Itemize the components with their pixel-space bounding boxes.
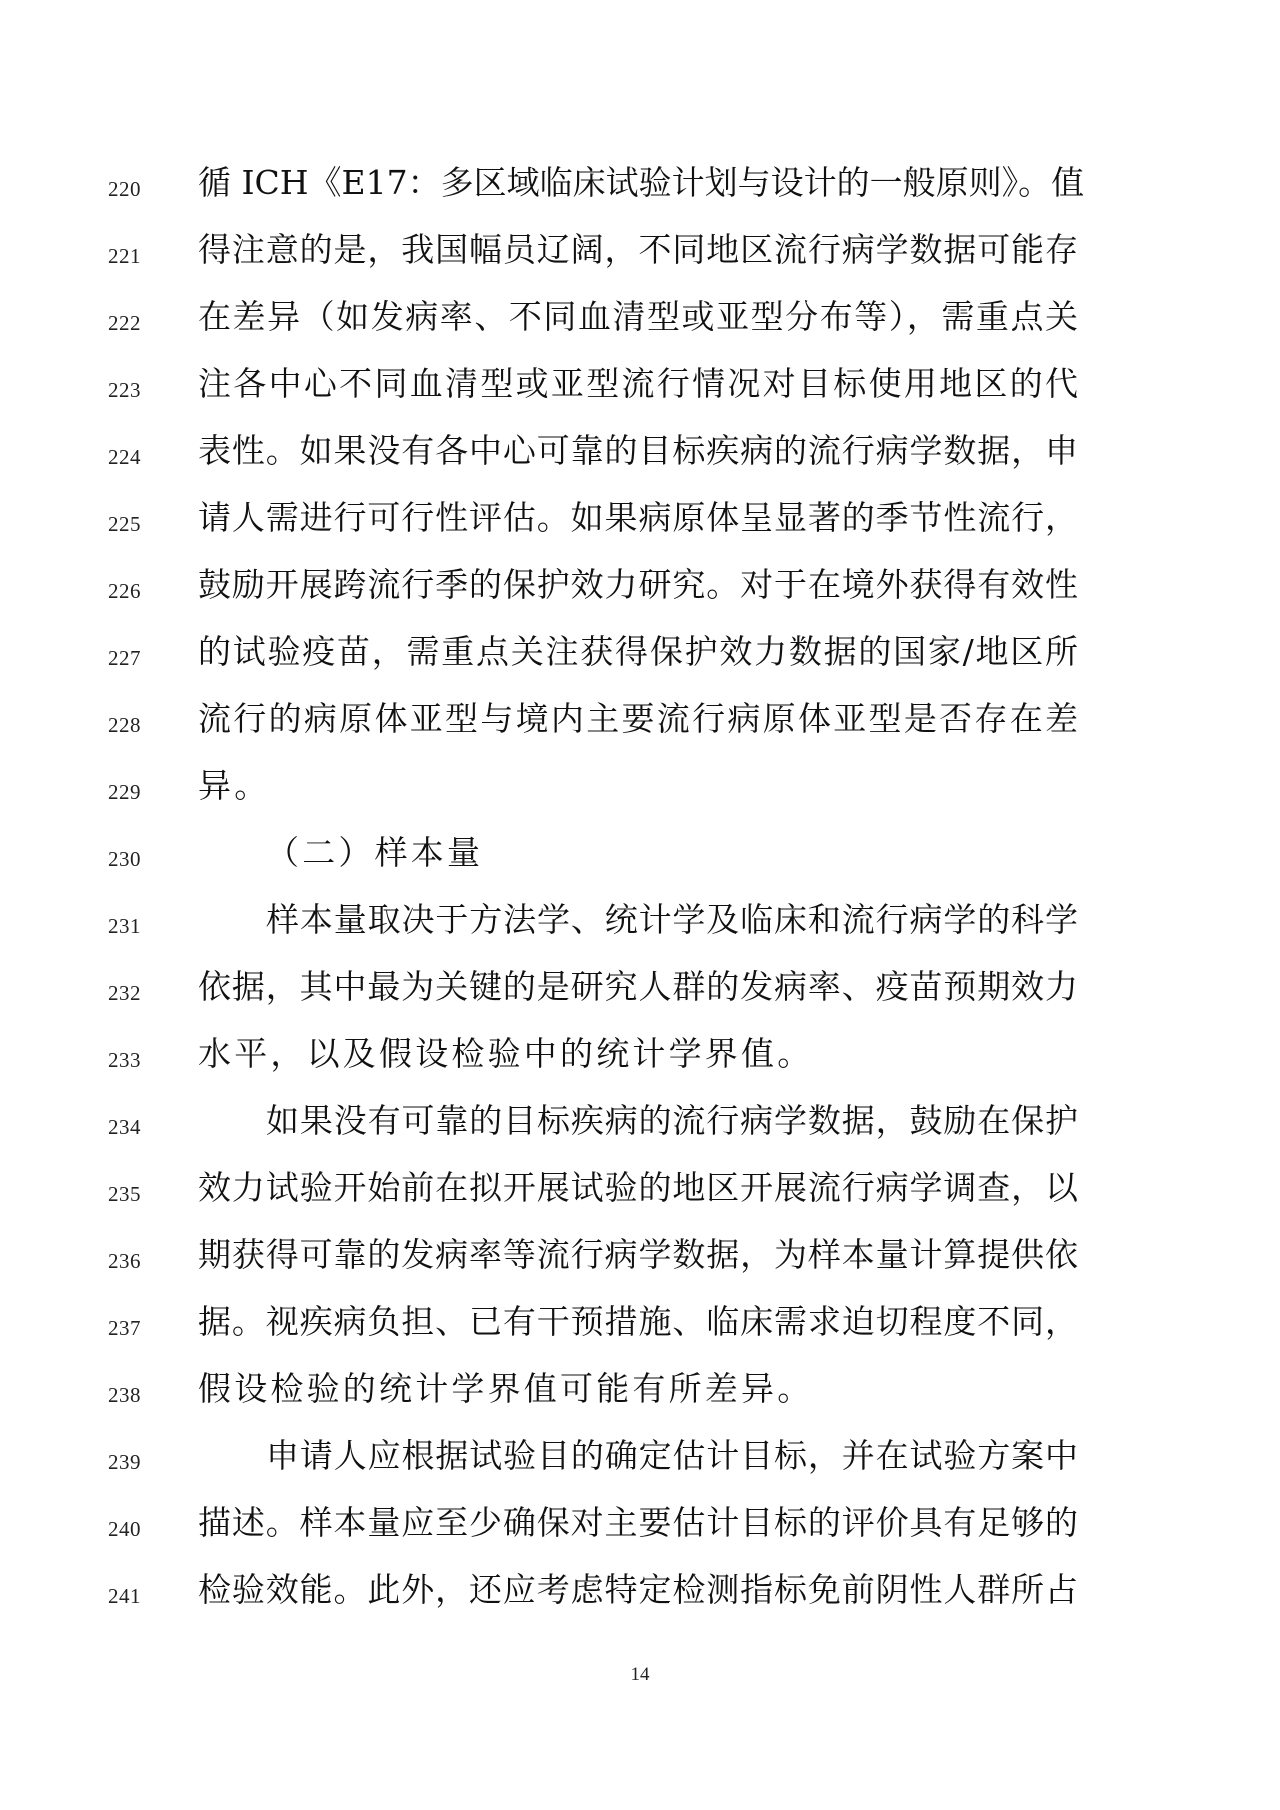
text-line	[0, 1493, 1280, 1560]
line-number: 224	[108, 445, 141, 469]
line-number: 225	[108, 512, 141, 536]
line-text: 申请人应根据试验目的确定估计目标，并在试验方案中	[266, 1436, 1078, 1475]
line-number: 227	[108, 646, 141, 670]
line-text: 的试验疫苗，需重点关注获得保护效力数据的国家/地区所	[198, 632, 1078, 671]
line-number: 237	[108, 1316, 141, 1340]
text-line	[0, 1560, 1280, 1627]
line-number: 238	[108, 1383, 141, 1407]
line-number: 234	[108, 1115, 141, 1139]
line-text: 依据，其中最为关键的是研究人群的发病率、疫苗预期效力	[198, 967, 1078, 1006]
text-line	[0, 1158, 1280, 1225]
line-number: 220	[108, 177, 141, 201]
text-line	[0, 1091, 1280, 1158]
line-text: 样本量取决于方法学、统计学及临床和流行病学的科学	[266, 900, 1078, 939]
text-line	[0, 622, 1280, 689]
text-line	[0, 957, 1280, 1024]
line-number: 239	[108, 1450, 141, 1474]
line-text: 请人需进行可行性评估。如果病原体呈显著的季节性流行，	[198, 498, 1078, 537]
text-line	[0, 1024, 1280, 1091]
line-number: 221	[108, 244, 141, 268]
line-text: 据。视疾病负担、已有干预措施、临床需求迫切程度不同，	[198, 1302, 1078, 1341]
text-line	[0, 1225, 1280, 1292]
line-text: 如果没有可靠的目标疾病的流行病学数据，鼓励在保护	[266, 1101, 1078, 1140]
line-number: 226	[108, 579, 141, 603]
text-line	[0, 1426, 1280, 1493]
line-text: 异。	[198, 766, 271, 805]
text-line	[0, 756, 1280, 823]
text-line	[0, 1359, 1280, 1426]
line-number: 236	[108, 1249, 141, 1273]
line-text: 假设检验的统计学界值可能有所差异。	[198, 1369, 814, 1408]
line-number: 230	[108, 847, 141, 871]
text-line	[0, 287, 1280, 354]
line-text: 鼓励开展跨流行季的保护效力研究。对于在境外获得有效性	[198, 565, 1078, 604]
line-number: 235	[108, 1182, 141, 1206]
text-line	[0, 823, 1280, 890]
line-text: 注各中心不同血清型或亚型流行情况对目标使用地区的代	[198, 364, 1078, 403]
text-line	[0, 354, 1280, 421]
line-number: 233	[108, 1048, 141, 1072]
line-number: 222	[108, 311, 141, 335]
line-text: 表性。如果没有各中心可靠的目标疾病的流行病学数据，申	[198, 431, 1078, 470]
text-line	[0, 153, 1280, 220]
line-text: 循 ICH《E17：多区域临床试验计划与设计的一般原则》。值	[198, 163, 1085, 202]
text-line	[0, 890, 1280, 957]
text-line	[0, 689, 1280, 756]
text-line	[0, 555, 1280, 622]
text-line	[0, 421, 1280, 488]
line-number: 240	[108, 1517, 141, 1541]
text-line	[0, 488, 1280, 555]
page-number: 14	[630, 1664, 650, 1685]
line-number: 231	[108, 914, 141, 938]
line-text: 在差异（如发病率、不同血清型或亚型分布等），需重点关	[198, 297, 1078, 336]
line-number: 228	[108, 713, 141, 737]
line-text: 检验效能。此外，还应考虑特定检测指标免前阴性人群所占	[198, 1570, 1078, 1609]
text-line	[0, 1292, 1280, 1359]
line-number: 223	[108, 378, 141, 402]
section-heading: （二）样本量	[266, 833, 484, 872]
line-number: 232	[108, 981, 141, 1005]
text-line	[0, 220, 1280, 287]
line-text: 期获得可靠的发病率等流行病学数据，为样本量计算提供依	[198, 1235, 1078, 1274]
line-text: 描述。样本量应至少确保对主要估计目标的评价具有足够的	[198, 1503, 1078, 1542]
line-text: 水平，以及假设检验中的统计学界值。	[198, 1034, 814, 1073]
line-text: 流行的病原体亚型与境内主要流行病原体亚型是否存在差	[198, 699, 1078, 738]
line-text: 效力试验开始前在拟开展试验的地区开展流行病学调查，以	[198, 1168, 1078, 1207]
line-number: 241	[108, 1584, 141, 1608]
line-text: 得注意的是，我国幅员辽阔，不同地区流行病学数据可能存	[198, 230, 1078, 269]
line-number: 229	[108, 780, 141, 804]
